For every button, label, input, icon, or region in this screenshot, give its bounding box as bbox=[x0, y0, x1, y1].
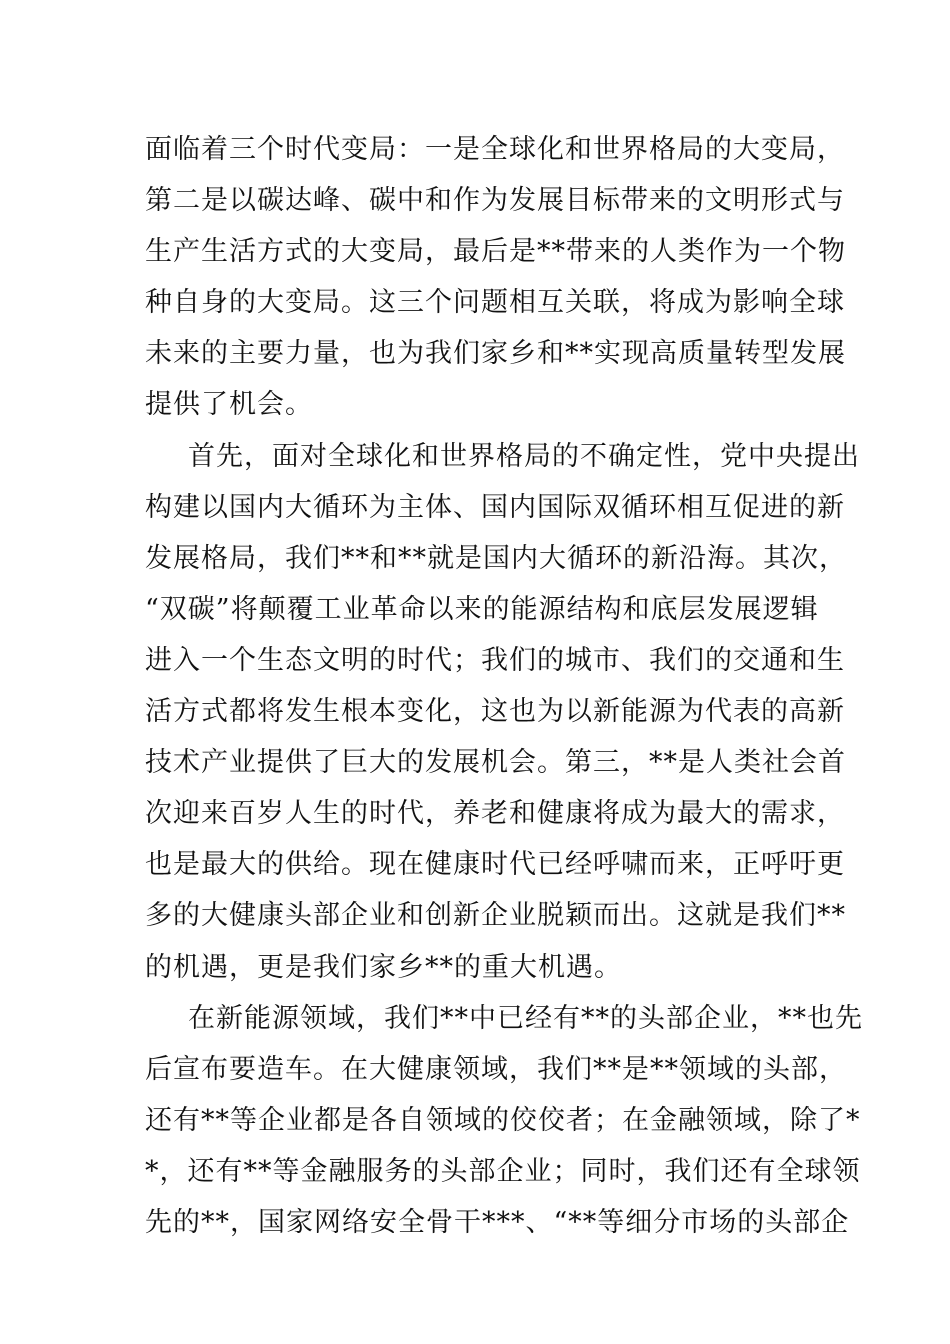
text-line: 面临着三个时代变局：一是全球化和世界格局的大变局， bbox=[145, 134, 845, 165]
text-line: “双碳”将颠覆工业革命以来的能源结构和底层发展逻辑 bbox=[145, 593, 819, 625]
text-line: 技术产业提供了巨大的发展机会。第三，**是人类社会首 bbox=[145, 747, 846, 779]
text-line: 种自身的大变局。这三个问题相互关联，将成为影响全球 bbox=[145, 287, 845, 319]
paragraph-3 bbox=[145, 993, 863, 1248]
paragraph-1 bbox=[145, 124, 846, 431]
text-line: 多的大健康头部企业和创新企业脱颖而出。这就是我们** bbox=[145, 900, 846, 932]
text-line: 活方式都将发生根本变化，这也为以新能源为代表的高新 bbox=[145, 696, 845, 728]
text-line: 未来的主要力量，也为我们家乡和**实现高质量转型发展 bbox=[145, 338, 846, 370]
text-line: 次迎来百岁人生的时代，养老和健康将成为最大的需求， bbox=[145, 798, 845, 830]
text-line: 后宣布要造车。在大健康领域，我们**是**领域的头部， bbox=[145, 1053, 847, 1085]
text-line: 进入一个生态文明的时代；我们的城市、我们的交通和生 bbox=[145, 644, 845, 676]
text-line: 也是最大的供给。现在健康时代已经呼啸而来，正呼吁更 bbox=[145, 849, 845, 881]
body-text bbox=[145, 124, 863, 1248]
text-line: 提供了机会。 bbox=[145, 389, 313, 421]
text-line: 在新能源领域，我们**中已经有**的头部企业，**也先 bbox=[188, 1002, 863, 1034]
text-line: 第二是以碳达峰、碳中和作为发展目标带来的文明形式与 bbox=[145, 185, 845, 217]
paragraph-2 bbox=[145, 431, 860, 993]
text-line: 先的**，国家网络安全骨干***、“**等细分市场的头部企 bbox=[145, 1206, 850, 1238]
text-line: 发展格局，我们**和**就是国内大循环的新沿海。其次， bbox=[145, 542, 847, 574]
text-line: 首先，面对全球化和世界格局的不确定性，党中央提出 bbox=[188, 440, 860, 472]
text-line: 构建以国内大循环为主体、国内国际双循环相互促进的新 bbox=[145, 491, 845, 523]
text-line: *，还有**等金融服务的头部企业；同时，我们还有全球领 bbox=[145, 1155, 861, 1187]
text-line: 生产生活方式的大变局，最后是**带来的人类作为一个物 bbox=[145, 236, 846, 268]
text-line: 还有**等企业都是各自领域的佼佼者；在金融领域，除了* bbox=[145, 1104, 861, 1136]
text-line: 的机遇，更是我们家乡**的重大机遇。 bbox=[145, 951, 622, 983]
